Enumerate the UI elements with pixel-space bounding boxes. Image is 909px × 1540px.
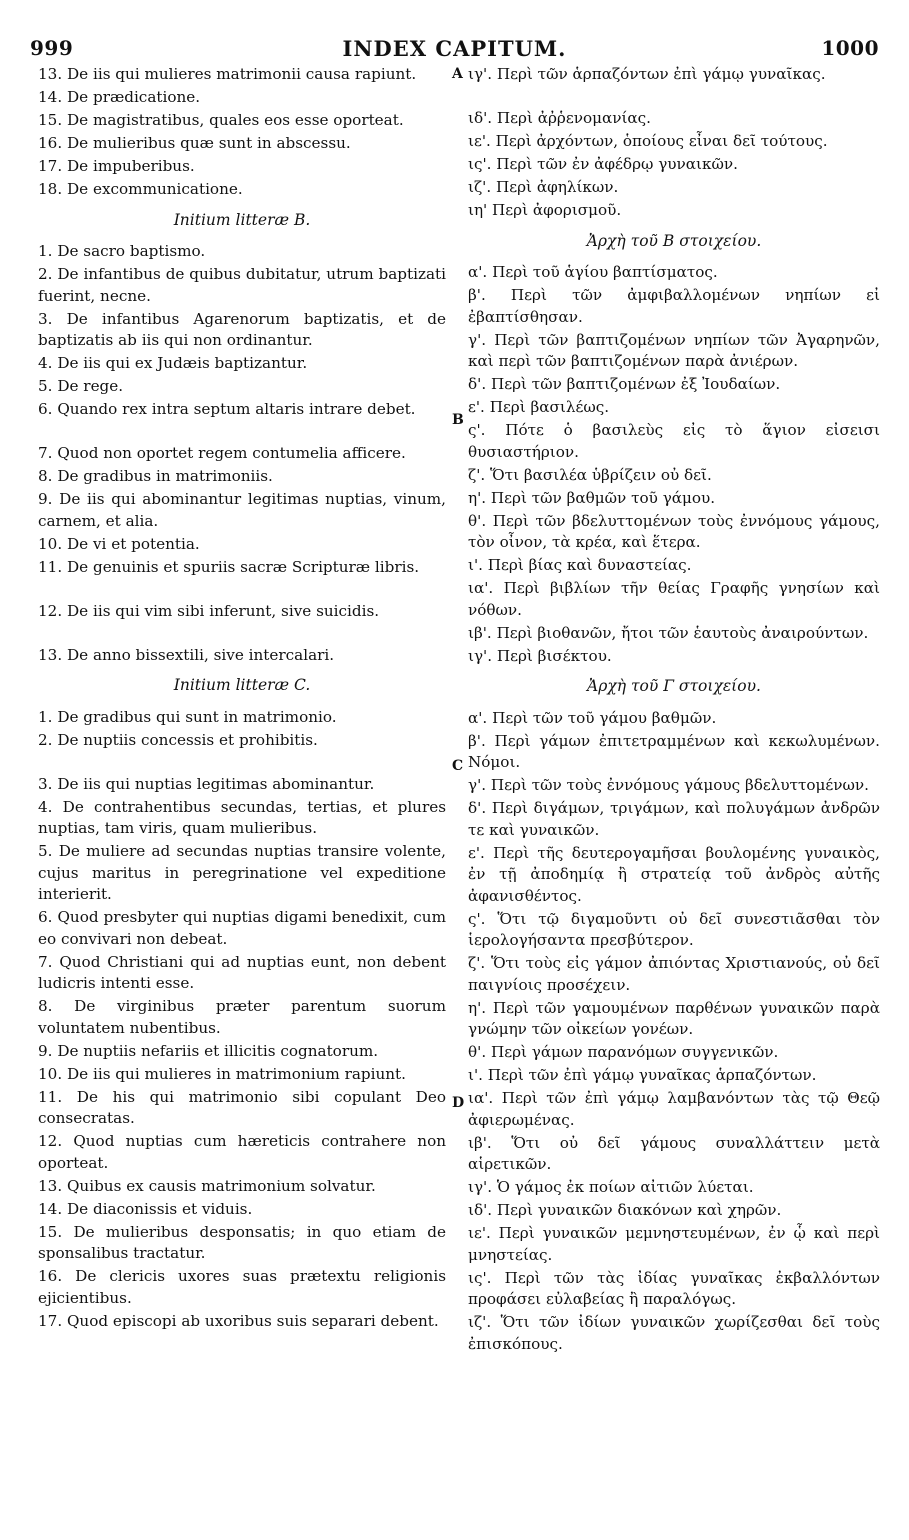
latin-entry: 9. De nuptiis nefariis et illicitis cognatorum. (38, 1041, 379, 1060)
greek-entry: α'. Περὶ τῶν τοῦ γάμου βαθμῶν. (468, 708, 717, 727)
greek-entry: ιε'. Περὶ γυναικῶν μεμνηστευμένων, ἐν ᾧ καὶ περὶ μνηστείας. (468, 1224, 880, 1264)
latin-entry: 5. De rege. (38, 377, 124, 395)
latin-entry: 3. De iis qui nuptias legitimas abominantur. (38, 774, 375, 793)
greek-entry: η'. Περὶ τῶν γαμουμένων παρθένων γυναικῶν παρὰ γνώμην τῶν οἰκείων γονέων. (468, 998, 880, 1038)
greek-entry: ς'. Πότε ὁ βασιλεὺς εἰς τὸ ἅγιον εἰσεισι θυσιαστήριον. (468, 421, 880, 461)
greek-entry: ι'. Περὶ βίας καὶ δυναστείας. (468, 556, 692, 574)
latin-entry: 4. De contrahentibus secundas, tertias, et plures nuptias, tam viris, quam mulieribus. (38, 797, 446, 837)
latin-spacer (38, 422, 446, 443)
left-page-number: 999 (30, 36, 74, 60)
greek-entry: δ'. Περὶ τῶν βαπτιζομένων ἐξ Ἰουδαίων. (468, 375, 781, 393)
greek-entry: ι'. Περὶ τῶν ἐπὶ γάμῳ γυναῖκας ἁρπαζόντων. (468, 1066, 817, 1084)
latin-entry: 13. De iis qui mulieres matrimonii causa rapiunt. (38, 65, 417, 83)
margin-letter-b: B (452, 412, 464, 428)
latin-entry: 16. De mulieribus quæ sunt in abscessu. (38, 134, 351, 152)
greek-entry: θ'. Περὶ γάμων παρανόμων συγγενικῶν. (468, 1043, 779, 1061)
greek-entry: ιζ'. Περὶ ἀφηλίκων. (468, 178, 619, 196)
latin-entry: 17. Quod episcopi ab uxoribus suis separari debent. (38, 1311, 439, 1330)
latin-entry: 14. De diaconissis et viduis. (38, 1199, 253, 1218)
latin-entry: 5. De muliere ad secundas nuptias transire volente, cujus maritus in peregrinatione vel expeditione interierit. (38, 842, 446, 903)
greek-entry: δ'. Περὶ διγάμων, τριγάμων, καὶ πολυγάμων ἀνδρῶν τε καὶ γυναικῶν. (468, 799, 880, 839)
greek-entry: γ'. Περὶ τῶν βαπτιζομένων νηπίων τῶν Ἀγαρηνῶν, καὶ περὶ τῶν βαπτιζομένων παρὰ ἀνιέρων. (468, 330, 880, 370)
latin-entry: 2. De nuptiis concessis et prohibitis. (38, 730, 318, 749)
latin-column (38, 64, 446, 1334)
greek-entry: θ'. Περὶ τῶν βδελυττομένων τοὺς ἐννόμους γάμους, τὸν οἶνον, τὰ κρέα, καὶ ἕτερα. (468, 511, 880, 551)
greek-entry: ς'. Ὅτι τῷ διγαμοῦντι οὐ δεῖ συνεστιᾶσθαι τὸν ἱερολογήσαντα πρεσβύτερον. (468, 909, 880, 949)
greek-entry: ιβ'. Περὶ βιοθανῶν, ἤτοι τῶν ἑαυτοὺς ἀναιρούντων. (468, 623, 869, 642)
latin-entry: 8. De virginibus præter parentum suorum voluntatem nubentibus. (38, 997, 446, 1037)
greek-entry: η'. Περὶ τῶν βαθμῶν τοῦ γάμου. (468, 488, 716, 507)
latin-entry: 11. De his qui matrimonio sibi copulant Deo consecratas. (38, 1087, 446, 1127)
greek-entry: β'. Περὶ τῶν ἀμφιβαλλομένων νηπίων εἰ ἐβαπτίσθησαν. (468, 286, 880, 326)
greek-entry: ε'. Περὶ τῆς δευτερογαμῆσαι βουλομένης γυναικὸς, ἐν τῇ ἀποδημίᾳ ἢ στρατείᾳ τοῦ ἀνδρὸς αὐτῆς ἀφανισθέντος. (468, 843, 880, 905)
greek-entry: ιβ'. Ὅτι οὐ δεῖ γάμους συναλλάττειν μετὰ αἱρετικῶν. (468, 1133, 880, 1173)
greek-entry: ις'. Περὶ τῶν τὰς ἰδίας γυναῖκας ἐκβαλλόντων προφάσει εὐλαβείας ἢ παραλόγως. (468, 1268, 880, 1308)
greek-entry: ις'. Περὶ τῶν ἐν ἀφέδρῳ γυναικῶν. (468, 155, 738, 173)
latin-spacer (38, 580, 446, 601)
latin-spacer (38, 624, 446, 645)
latin-entry: 10. De iis qui mulieres in matrimonium rapiunt. (38, 1064, 406, 1083)
greek-entry: γ'. Περὶ τῶν τοὺς ἐννόμους γάμους βδελυττομένων. (468, 776, 869, 794)
latin-spacer (38, 753, 446, 774)
latin-entry: 10. De vi et potentia. (38, 534, 200, 553)
greek-entry: ε'. Περὶ βασιλέως. (468, 398, 610, 416)
greek-entry: ιη' Περὶ ἀφορισμοῦ. (468, 201, 622, 219)
latin-entry: 7. Quod non oportet regem contumelia afficere. (38, 444, 406, 462)
greek-entry: ιγ'. Περὶ βισέκτου. (468, 646, 612, 665)
margin-letter-c: C (452, 758, 464, 774)
latin-entry: 14. De prædicatione. (38, 88, 201, 106)
greek-entry: ιδ'. Περὶ γυναικῶν διακόνων καὶ χηρῶν. (468, 1201, 782, 1219)
greek-entry: ιζ'. Ὅτι τῶν ἰδίων γυναικῶν χωρίζεσθαι δεῖ τοὺς ἐπισκόπους. (468, 1313, 880, 1353)
greek-entry: ια'. Περὶ τῶν ἐπὶ γάμῳ λαμβανόντων τὰς τῷ Θεῷ ἀφιερωμένας. (468, 1089, 880, 1129)
latin-entry: 12. Quod nuptias cum hæreticis contrahere non oporteat. (38, 1132, 446, 1172)
latin-entry: 15. De mulieribus desponsatis; in quo etiam de sponsalibus tractatur. (38, 1222, 446, 1262)
page-title: INDEX CAPITUM. (342, 36, 567, 61)
greek-column (468, 64, 880, 1357)
latin-entry: 17. De impuberibus. (38, 157, 195, 175)
latin-entry: 1. De gradibus qui sunt in matrimonio. (38, 707, 337, 726)
greek-entry: β'. Περὶ γάμων ἐπιτετραμμένων καὶ κεκωλυμένων. Νόμοι. (468, 731, 880, 771)
latin-entry: 3. De infantibus Agarenorum baptizatis, et de baptizatis ab iis qui non ordinantur. (38, 309, 446, 349)
latin-entry: 4. De iis qui ex Judæis baptizantur. (38, 354, 308, 372)
greek-section-heading: Ἀρχὴ τοῦ Β στοιχείου. (586, 231, 762, 250)
latin-entry: 11. De genuinis et spuriis sacræ Scripturæ libris. (38, 557, 420, 576)
latin-entry: 6. Quod presbyter qui nuptias digami benedixit, cum eo convivari non debeat. (38, 908, 446, 948)
latin-entry: 6. Quando rex intra septum altaris intrare debet. (38, 400, 416, 418)
latin-entry: 12. De iis qui vim sibi inferunt, sive suicidis. (38, 601, 380, 620)
right-page-number: 1000 (821, 36, 879, 60)
margin-letter-d: D (452, 1095, 465, 1111)
greek-section-heading: Ἀρχὴ τοῦ Γ στοιχείου. (587, 677, 761, 695)
latin-entry: 16. De clericis uxores suas prætextu religionis ejicientibus. (38, 1267, 446, 1307)
greek-entry: ιγ'. Ὁ γάμος ἐκ ποίων αἰτιῶν λύεται. (468, 1178, 754, 1196)
latin-entry: 2. De infantibus de quibus dubitatur, utrum baptizati fuerint, necne. (38, 265, 446, 305)
greek-entry: ζ'. Ὅτι τοὺς εἰς γάμον ἀπιόντας Χριστιανούς, οὐ δεῖ παιγνίοις προσέχειν. (468, 954, 880, 994)
greek-entry: α'. Περὶ τοῦ ἁγίου βαπτίσματος. (468, 263, 718, 281)
latin-entry: 18. De excommunicatione. (38, 180, 243, 198)
latin-section-heading: Initium litteræ C. (173, 676, 311, 694)
latin-section-heading: Initium litteræ B. (173, 210, 311, 229)
margin-letter-a: A (452, 66, 463, 82)
latin-entry: 9. De iis qui abominantur legitimas nuptias, vinum, carnem, et alia. (38, 490, 446, 530)
latin-entry: 7. Quod Christiani qui ad nuptias eunt, non debent ludicris intenti esse. (38, 952, 446, 992)
greek-entry: ιε'. Περὶ ἀρχόντων, ὁποίους εἶναι δεῖ τούτους. (468, 132, 828, 150)
greek-entry: ια'. Περὶ βιβλίων τῆν θείας Γραφῆς γνησίων καὶ νόθων. (468, 579, 880, 619)
greek-spacer (468, 87, 880, 108)
greek-entry: ζ'. Ὅτι βασιλέα ὑβρίζειν οὐ δεῖ. (468, 465, 712, 484)
latin-entry: 8. De gradibus in matrimoniis. (38, 467, 273, 485)
greek-entry: ιδ'. Περὶ ἀῤῥενομανίας. (468, 109, 652, 127)
latin-entry: 13. Quibus ex causis matrimonium solvatur. (38, 1176, 376, 1195)
greek-entry: ιγ'. Περὶ τῶν ἁρπαζόντων ἐπὶ γάμῳ γυναῖκας. (468, 65, 826, 83)
latin-entry: 15. De magistratibus, quales eos esse oporteat. (38, 111, 404, 129)
latin-entry: 1. De sacro baptismo. (38, 242, 206, 260)
latin-entry: 13. De anno bissextili, sive intercalari. (38, 645, 335, 664)
